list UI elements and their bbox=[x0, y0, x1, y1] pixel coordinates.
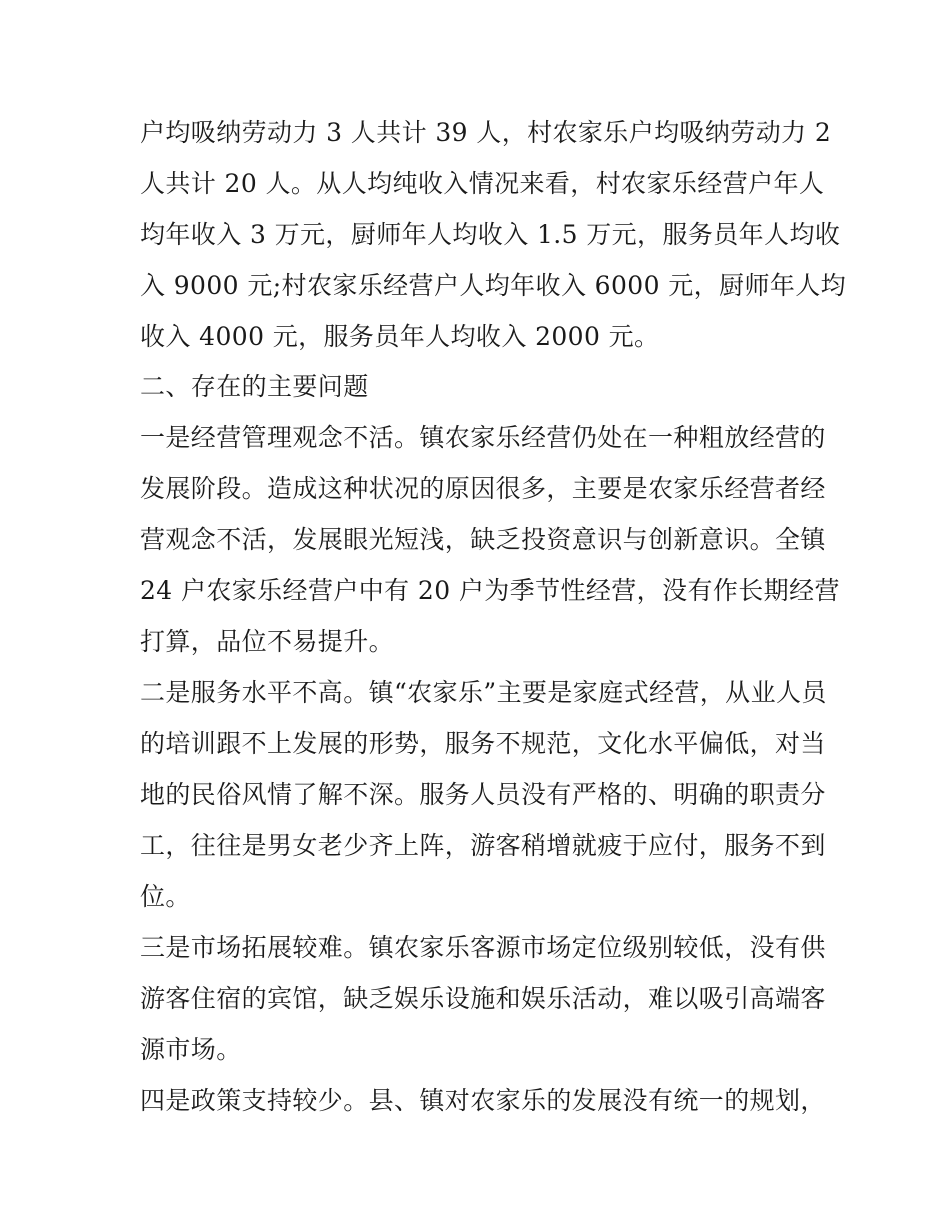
text-line: 均年收入 3 万元，厨师年人均收入 1.5 万元，服务员年人均收 bbox=[140, 220, 841, 249]
text-line: 游客住宿的宾馆，缺乏娱乐设施和娱乐活动，难以吸引高端客 bbox=[140, 984, 826, 1013]
text-line: 的培训跟不上发展的形势，服务不规范，文化水平偏低，对当 bbox=[140, 729, 826, 758]
document-body bbox=[140, 107, 847, 1126]
text-line: 源市场。 bbox=[140, 1035, 242, 1064]
text-line: 四是政策支持较少。县、镇对农家乐的发展没有统一的规划， bbox=[140, 1086, 826, 1115]
text-line: 地的民俗风情了解不深。服务人员没有严格的、明确的职责分 bbox=[140, 780, 826, 809]
text-line: 二是服务水平不高。镇“农家乐”主要是家庭式经营，从业人员 bbox=[140, 678, 827, 707]
text-line: 一是经营管理观念不活。镇农家乐经营仍处在一种粗放经营的 bbox=[140, 423, 826, 452]
text-line: 打算，品位不易提升。 bbox=[140, 627, 395, 656]
text-line: 发展阶段。造成这种状况的原因很多，主要是农家乐经营者经 bbox=[140, 474, 826, 503]
text-line: 营观念不活，发展眼光短浅，缺乏投资意识与创新意识。全镇 bbox=[140, 525, 826, 554]
text-line: 户均吸纳劳动力 3 人共计 39 人，村农家乐户均吸纳劳动力 2 bbox=[140, 118, 832, 147]
text-line: 工，往往是男女老少齐上阵，游客稍增就疲于应付，服务不到 bbox=[140, 831, 826, 860]
text-line: 三是市场拓展较难。镇农家乐客源市场定位级别较低，没有供 bbox=[140, 933, 826, 962]
text-line: 入 9000 元;村农家乐经营户人均年收入 6000 元，厨师年人均 bbox=[140, 271, 847, 300]
text-line: 收入 4000 元，服务员年人均收入 2000 元。 bbox=[140, 322, 660, 351]
text-line: 位。 bbox=[140, 882, 191, 911]
section-heading: 二、存在的主要问题 bbox=[140, 372, 369, 401]
text-line: 人共计 20 人。从人均纯收入情况来看，村农家乐经营户年人 bbox=[140, 169, 825, 198]
text-line: 24 户农家乐经营户中有 20 户为季节性经营，没有作长期经营 bbox=[140, 576, 840, 605]
